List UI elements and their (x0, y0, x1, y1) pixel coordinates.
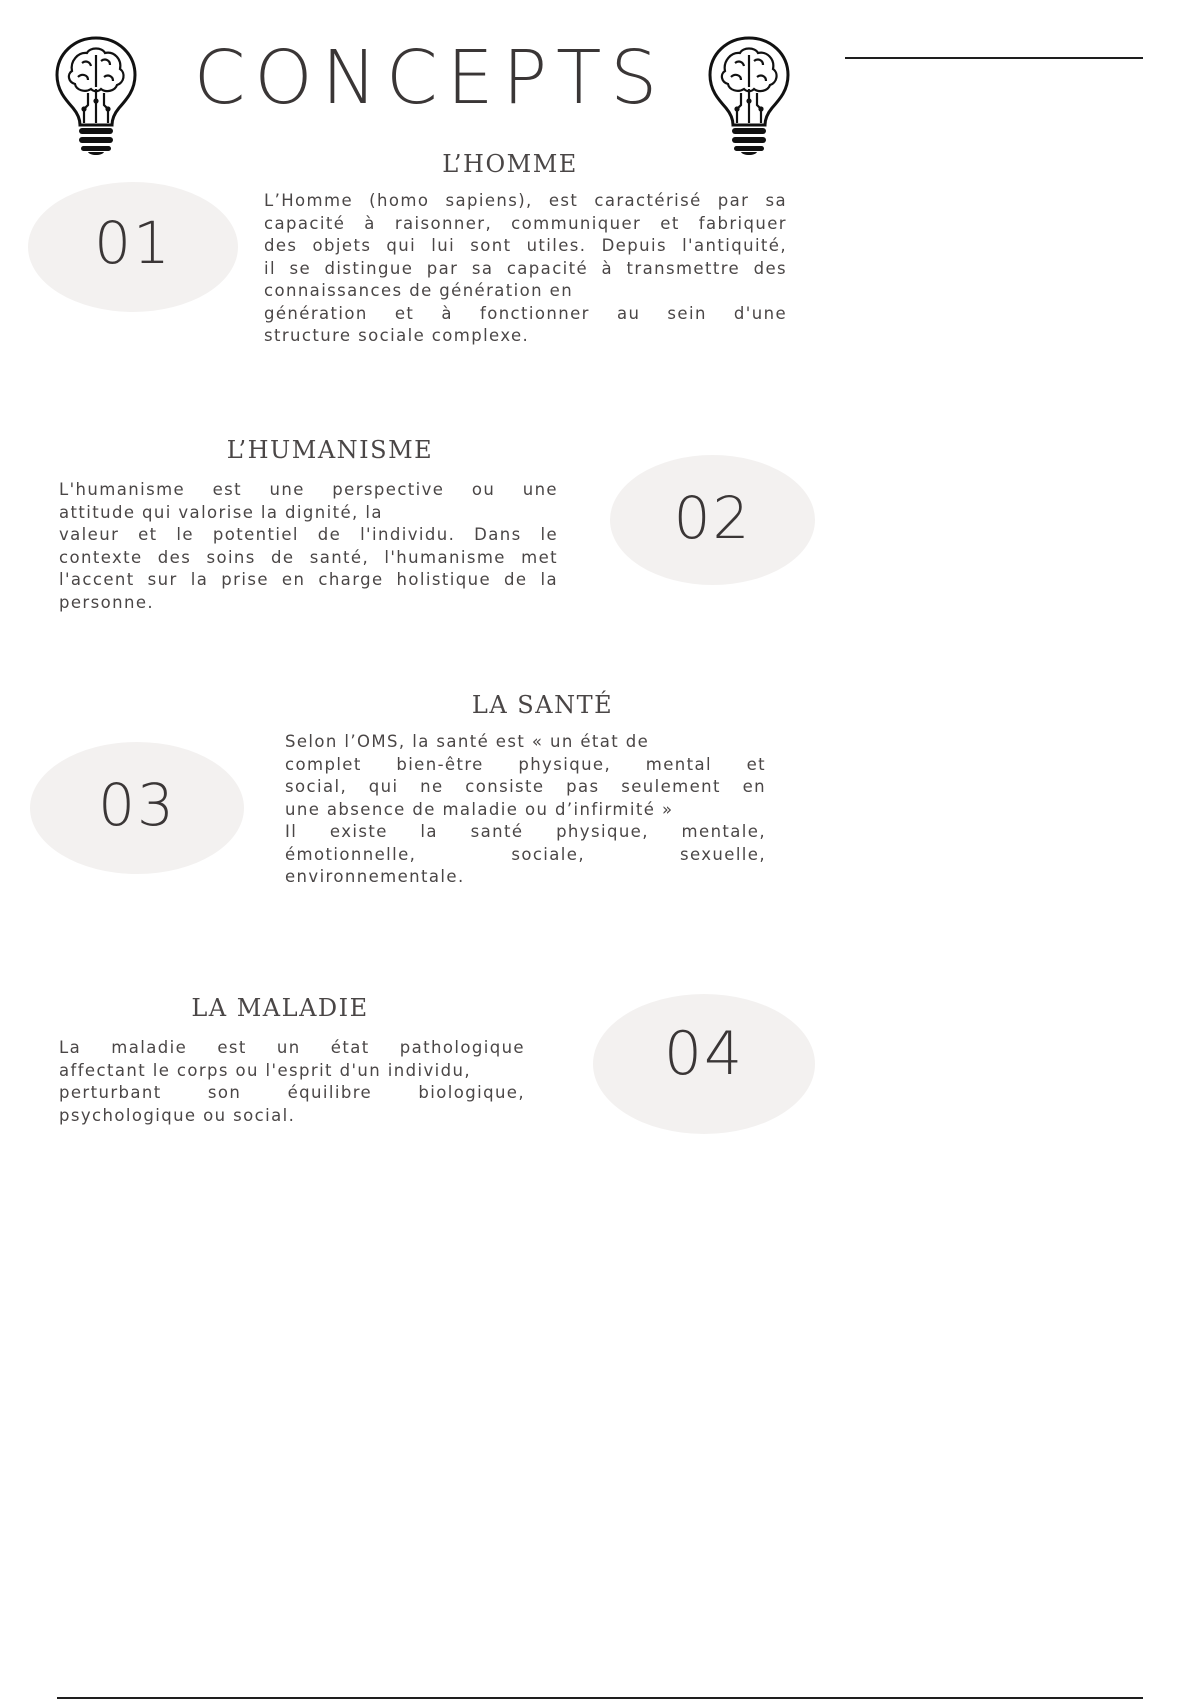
body-line: l'accent sur la prise en charge holistique de la (59, 570, 558, 589)
section-heading: LA MALADIE (191, 994, 369, 1022)
body-line: Il existe la santé physique, mentale, (285, 822, 766, 841)
body-line: il se distingue par sa capacité à transmettre des (264, 258, 787, 278)
brain-lightbulb-icon (54, 35, 138, 157)
section-body (59, 479, 558, 614)
brain-lightbulb-icon (707, 35, 791, 157)
body-line: structure sociale complexe. (264, 326, 530, 345)
body-line: génération et à fonctionner au sein d'une (264, 303, 787, 323)
bottom-divider (57, 1697, 1143, 1699)
body-line: connaissances de génération en (264, 281, 574, 300)
body-line: valeur et le potentiel de l'individu. Dans le (59, 525, 558, 544)
body-line: L'humanisme est une perspective ou une (59, 480, 558, 499)
body-line: affectant le corps ou l'esprit d'un individu, (59, 1060, 471, 1080)
body-line: capacité à raisonner, communiquer et fabriquer (264, 213, 787, 233)
body-line: des objets qui lui sont utiles. Depuis l'antiquité, (264, 236, 787, 255)
body-line: émotionnelle, sociale, sexuelle, (285, 844, 766, 864)
body-line: perturbant son équilibre biologique, (59, 1083, 525, 1102)
section-number: 04 (663, 1019, 745, 1089)
section-heading: L’HUMANISME (226, 436, 434, 464)
body-line: une absence de maladie ou d’infirmité » (285, 799, 674, 819)
body-line: complet bien-être physique, mental et (285, 754, 766, 774)
body-line: La maladie est un état pathologique (59, 1038, 525, 1057)
body-line: L’Homme (homo sapiens), est caractérisé par sa (264, 191, 787, 210)
body-line: environnementale. (285, 867, 465, 886)
body-line: Selon l’OMS, la santé est « un état de (285, 732, 650, 751)
section-body (264, 190, 787, 348)
body-line: social, qui ne consiste pas seulement en (285, 777, 766, 796)
section-number: 03 (98, 771, 176, 839)
section-number: 01 (94, 209, 172, 277)
section-body (59, 1037, 525, 1127)
body-line: psychologique ou social. (59, 1105, 296, 1125)
section-number: 02 (673, 484, 752, 552)
body-line: contexte des soins de santé, l'humanisme met (59, 547, 558, 567)
section-body (285, 731, 766, 889)
top-right-divider (845, 57, 1143, 59)
page-title: CONCEPTS (193, 35, 667, 121)
section-heading: L’HOMME (442, 150, 578, 178)
body-line: attitude qui valorise la dignité, la (59, 502, 383, 522)
body-line: personne. (59, 592, 155, 612)
section-heading: LA SANTÉ (471, 691, 614, 719)
